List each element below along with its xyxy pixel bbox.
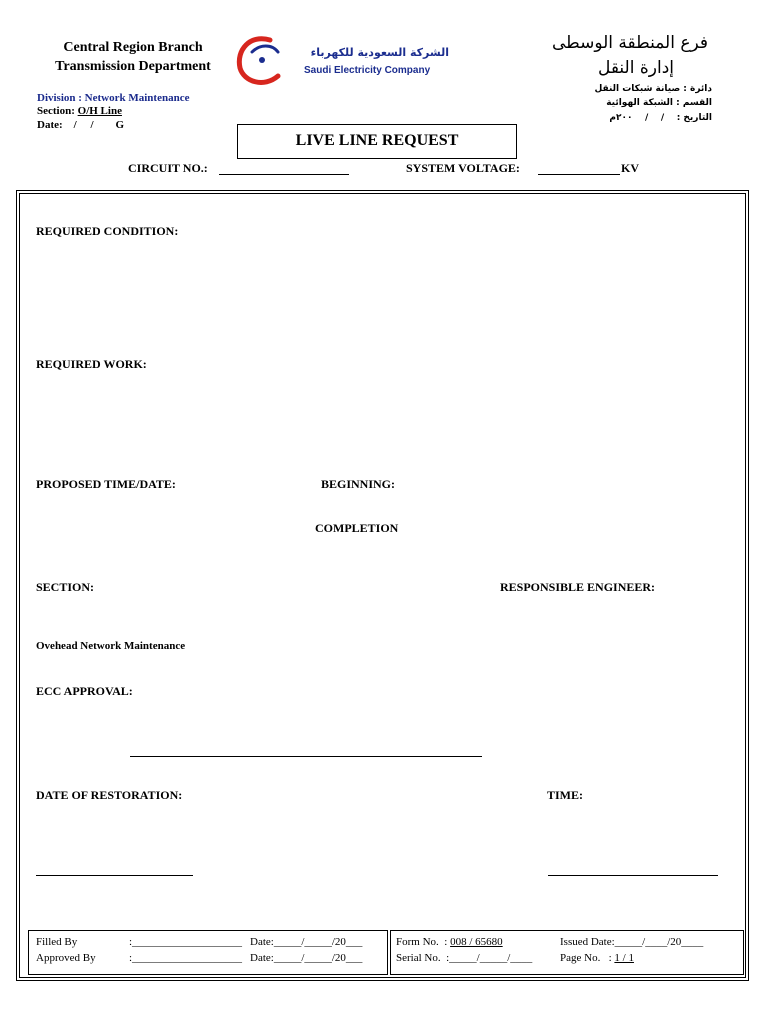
voltage-input-line[interactable]	[538, 174, 620, 175]
required-work-label: REQUIRED WORK:	[36, 357, 147, 371]
date-of-restoration-label: DATE OF RESTORATION:	[36, 788, 183, 802]
voltage-label: SYSTEM VOLTAGE:	[406, 161, 520, 175]
beginning-label: BEGINNING:	[321, 477, 396, 491]
department-name: Transmission Department	[55, 59, 211, 74]
approved-by-date[interactable]: Date:_____/_____/20___	[250, 952, 363, 964]
required-condition-label: REQUIRED CONDITION:	[36, 224, 179, 238]
page-no-label: Page No.	[560, 952, 601, 964]
section-label-row	[37, 105, 122, 117]
filled-by-label: Filled By	[36, 936, 78, 948]
date-arabic: التاريخ : / / ٢٠٠م	[609, 113, 712, 123]
division-label: Division : Network Maintenance	[37, 92, 190, 104]
ecc-approval-signature-line[interactable]	[130, 756, 482, 757]
form-no-row	[396, 936, 503, 948]
restoration-time-line[interactable]	[548, 875, 718, 876]
form-no-label: Form No.	[396, 936, 439, 948]
time-label: TIME:	[547, 788, 583, 802]
ecc-approval-label: ECC APPROVAL:	[36, 684, 133, 698]
serial-no[interactable]: Serial No. :_____/_____/____	[396, 952, 533, 964]
proposed-time-label: PROPOSED TIME/DATE:	[36, 477, 176, 491]
responsible-engineer-label: RESPONSIBLE ENGINEER:	[500, 580, 656, 594]
circuit-label: CIRCUIT NO.:	[128, 161, 208, 175]
section-value: O/H Line	[77, 105, 122, 117]
division-arabic: دائرة : صيانة شبكات النقل	[594, 84, 712, 94]
company-logo	[232, 30, 452, 90]
page-no-colon: :	[603, 952, 612, 964]
completion-label: COMPLETION	[315, 521, 399, 535]
issued-date[interactable]: Issued Date:_____/____/20____	[560, 936, 704, 948]
restoration-date-line[interactable]	[36, 875, 193, 876]
voltage-unit: KV	[621, 161, 639, 175]
form-no-value: 008 / 65680	[450, 936, 503, 948]
section-label: Section:	[37, 105, 75, 117]
page-no-value: 1 / 1	[614, 952, 634, 964]
filled-by-signature[interactable]: :____________________	[129, 936, 243, 948]
branch-name-arabic: فرع المنطقة الوسطى	[551, 33, 708, 53]
title-box	[237, 124, 517, 159]
section-value-text: Ovehead Network Maintenance	[36, 640, 186, 652]
page-no-row	[560, 952, 634, 964]
branch-name: Central Region Branch	[63, 40, 203, 55]
form-no-colon: :	[441, 936, 448, 948]
filled-by-date[interactable]: Date:_____/_____/20___	[250, 936, 363, 948]
section-arabic: القسم : الشبكة الهوائية	[606, 98, 712, 108]
header-date-en: Date: / / G	[37, 119, 125, 131]
company-name-english: Saudi Electricity Company	[304, 65, 431, 76]
approved-by-label: Approved By	[36, 952, 96, 964]
company-logo-icon	[232, 30, 292, 90]
form-title: LIVE LINE REQUEST	[295, 132, 459, 149]
circuit-input-line[interactable]	[219, 174, 349, 175]
company-name-arabic: الشركة السعودية للكهرباء	[310, 46, 449, 59]
department-name-arabic: إدارة النقل	[597, 58, 674, 78]
section-field-label: SECTION:	[36, 580, 95, 594]
approved-by-signature[interactable]: :____________________	[129, 952, 243, 964]
